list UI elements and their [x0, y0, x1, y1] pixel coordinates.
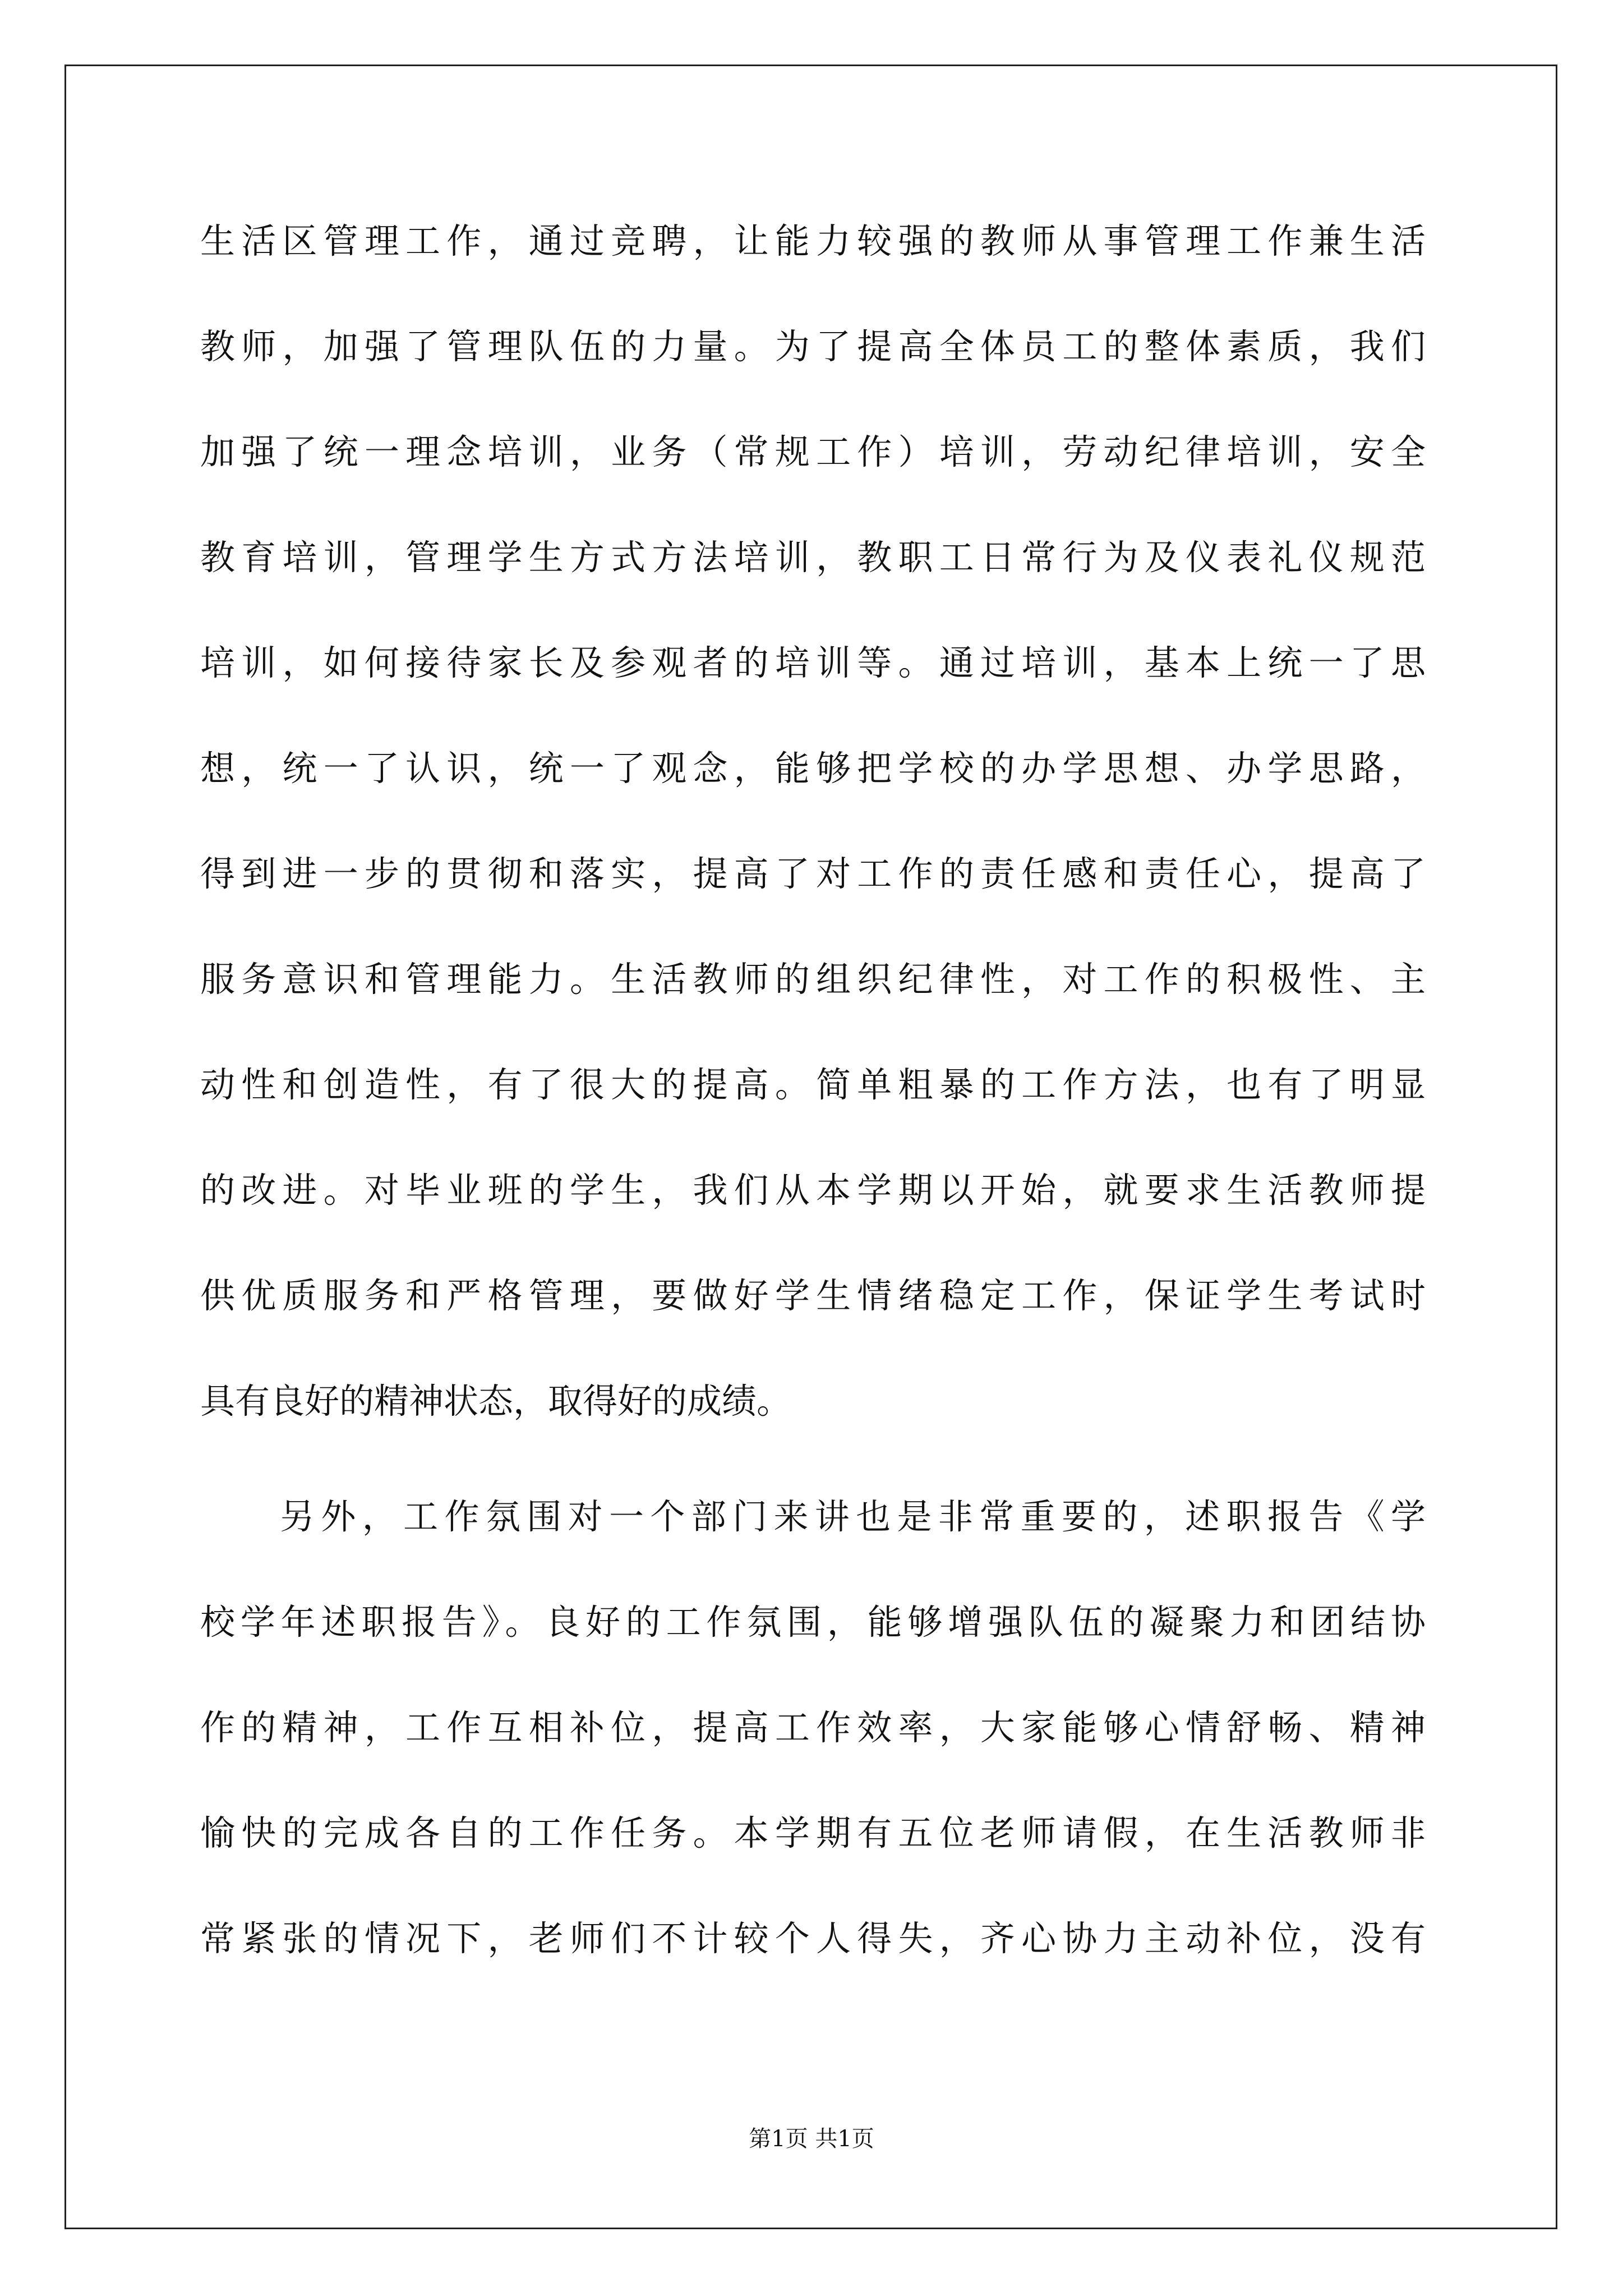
paragraph-first-line: 另外，工作氛围对一个部门来讲也是非常重要的，述职报告《学	[280, 1496, 1426, 1537]
text-line: 校学年述职报告》。良好的工作氛围，能够增强队伍的凝聚力和团结协	[200, 1602, 1426, 1642]
text-line: 教师，加强了管理队伍的力量。为了提高全体员工的整体素质，我们	[200, 326, 1426, 367]
text-line: 供优质服务和严格管理，要做好学生情绪稳定工作，保证学生考试时	[200, 1275, 1426, 1316]
text-line: 得到进一步的贯彻和落实，提高了对工作的责任感和责任心，提高了	[200, 853, 1426, 894]
text-line: 的改进。对毕业班的学生，我们从本学期以开始，就要求生活教师提	[200, 1170, 1426, 1211]
text-line: 服务意识和管理能力。生活教师的组织纪律性，对工作的积极性、主	[200, 959, 1426, 1000]
text-line: 生活区管理工作，通过竞聘，让能力较强的教师从事管理工作兼生活	[200, 220, 1426, 261]
page-number-footer: 第1页 共1页	[749, 2126, 874, 2152]
text-line: 培训，如何接待家长及参观者的培训等。通过培训，基本上统一了思	[200, 642, 1426, 683]
text-line: 具有良好的精神状态，取得好的成绩。	[200, 1381, 792, 1421]
text-line: 想，统一了认识，统一了观念，能够把学校的办学思想、办学思路，	[200, 748, 1426, 789]
text-line: 动性和创造性，有了很大的提高。简单粗暴的工作方法，也有了明显	[200, 1064, 1426, 1105]
text-line: 作的精神，工作互相补位，提高工作效率，大家能够心情舒畅、精神	[200, 1707, 1426, 1748]
text-line: 常紧张的情况下，老师们不计较个人得失，齐心协力主动补位，没有	[200, 1918, 1426, 1959]
text-line: 教育培训，管理学生方式方法培训，教职工日常行为及仪表礼仪规范	[200, 537, 1426, 578]
text-line: 加强了统一理念培训，业务（常规工作）培训，劳动纪律培训，安全	[200, 431, 1426, 472]
text-line: 愉快的完成各自的工作任务。本学期有五位老师请假，在生活教师非	[200, 1812, 1426, 1853]
